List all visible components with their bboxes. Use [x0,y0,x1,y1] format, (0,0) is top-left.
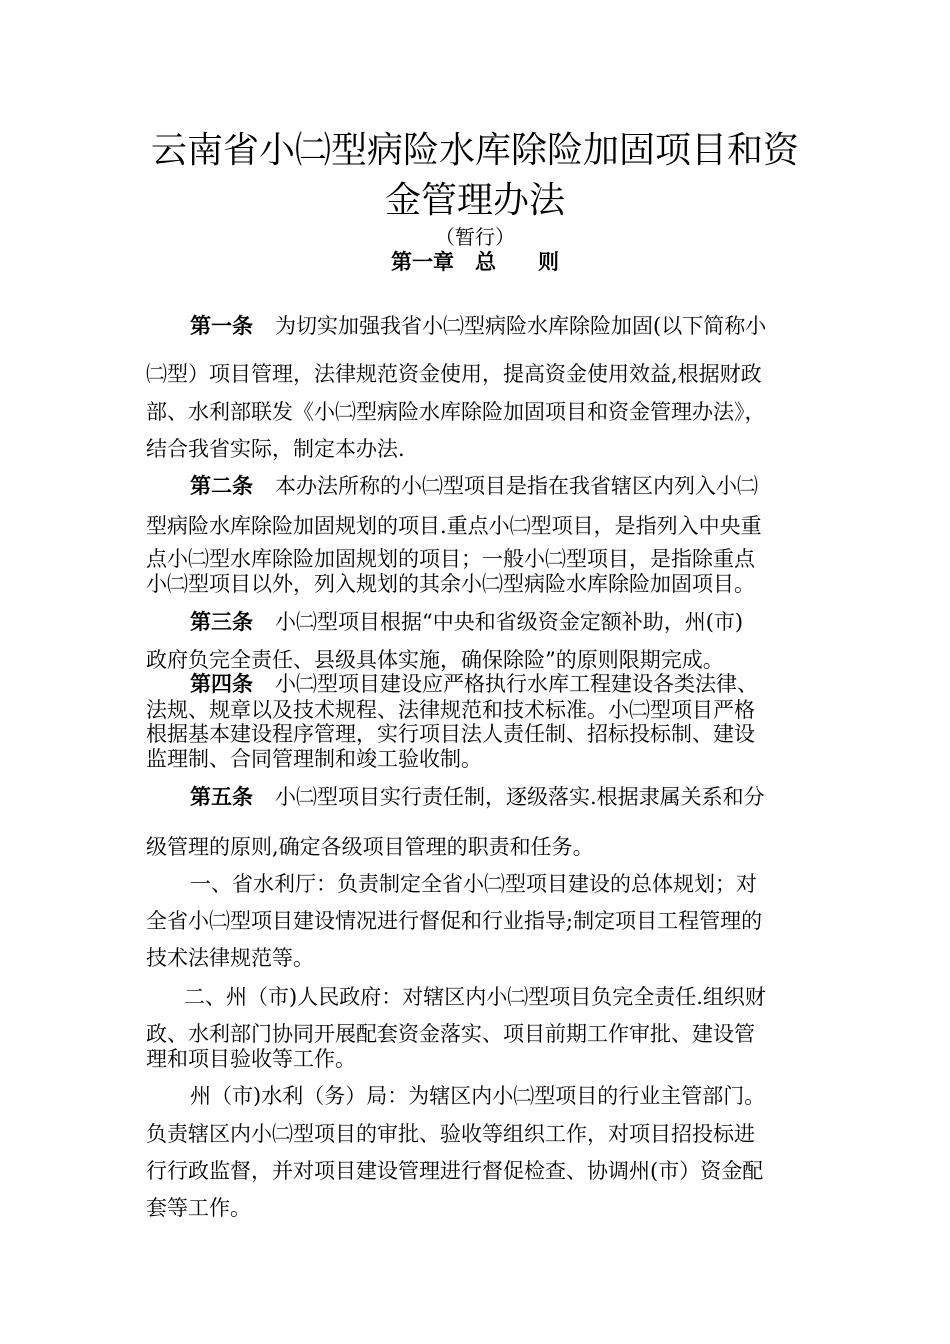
text-line [146,745,806,773]
line-text: 技术法律规范等。 [146,946,314,970]
text-line [146,944,806,972]
text-line [146,1194,806,1222]
line-text: 根据基本建设程序管理，实行项目法人责任制、招标投标制、建设 [146,722,755,746]
line-text: 全省小㈡型项目建设情况进行督促和行业指导;制定项目工程管理的 [146,909,763,933]
line-text: 行行政监督，并对项目建设管理进行督促检查、协调州(市）资金配 [146,1159,764,1183]
text-line [190,870,806,898]
line-text: 法规、规章以及技术规程、法律规范和技术标准。小㈡型项目严格 [146,698,755,722]
text-line [190,472,806,500]
line-text: 级管理的原则,确定各级项目管理的职责和任务。 [146,835,594,859]
line-text: 小㈡型项目建设应严格执行水库工程建设各类法律、 [275,672,758,696]
text-line [190,1082,806,1110]
text-line [146,435,806,463]
text-line [146,545,806,573]
article-label: 第三条 [190,610,253,634]
line-text: 政、水利部门协同开展配套资金落实、项目前期工作审批、建设管 [146,1022,755,1046]
article-label: 第二条 [190,474,253,498]
line-text: 部、水利部联发《小㈡型病险水库除险加固项目和资金管理办法》， [146,400,766,424]
text-line [146,833,806,861]
line-text: ㈡型）项目管理，法律规范资金使用，提高资金使用效益,根据财政 [146,362,762,386]
article-label: 第一条 [190,314,253,338]
text-line [146,1157,806,1185]
text-line [146,512,806,540]
line-text: 州（市)水利（务）局：为辖区内小㈡型项目的行业主管部门。 [190,1084,766,1108]
chapter-heading: 第一章 总 则 [391,250,559,274]
line-text: 小㈡型项目根据“中央和省级资金定额补助，州(市) [275,610,744,634]
line-text: 型病险水库除险加固规划的项目.重点小㈡型项目，是指列入中央重 [146,514,762,538]
text-line [146,1045,806,1073]
line-text: 二、州（市)人民政府：对辖区内小㈡型项目负完全责任.组织财 [184,985,766,1009]
text-line [146,398,806,426]
line-text: 小㈡型项目实行责任制，逐级落实.根据隶属关系和分 [275,785,765,809]
line-text: 负责辖区内小㈡型项目的审批、验收等组织工作，对项目招投标进 [146,1122,755,1146]
text-line [146,1020,806,1048]
line-text: 结合我省实际，制定本办法. [146,437,405,461]
line-text: 理和项目验收等工作。 [146,1047,356,1071]
text-line [190,670,806,698]
document-title-line-1: 云南省小㈡型病险水库除险加固项目和资 [150,130,799,171]
text-line [184,983,806,1011]
line-text: 本办法所称的小㈡型项目是指在我省辖区内列入小㈡ [275,474,758,498]
text-line [190,312,806,340]
text-line [190,608,806,636]
line-text: 小㈡型项目以外，列入规划的其余小㈡型病险水库除险加固项目。 [146,572,755,596]
line-text: 一、省水利厅：负责制定全省小㈡型项目建设的总体规划；对 [190,872,757,896]
document-title-line-2: 金管理办法 [384,180,565,221]
article-label: 第五条 [190,785,253,809]
text-line [146,720,806,748]
text-line [146,907,806,935]
line-text: 为切实加强我省小㈡型病险水库除险加固(以下简称小 [275,314,767,338]
line-text: 政府负完全责任、县级具体实施，确保除险”的原则限期完成。 [146,648,724,672]
text-line [146,360,806,388]
line-text: 点小㈡型水库除险加固规划的项目；一般小㈡型项目，是指除重点 [146,547,755,571]
text-line [190,783,806,811]
text-line [146,570,806,598]
article-label: 第四条 [190,672,253,696]
text-line [146,1120,806,1148]
document-subtitle: （暂行） [435,225,515,249]
line-text: 套等工作。 [146,1196,251,1220]
line-text: 监理制、合同管理制和竣工验收制。 [146,747,482,771]
